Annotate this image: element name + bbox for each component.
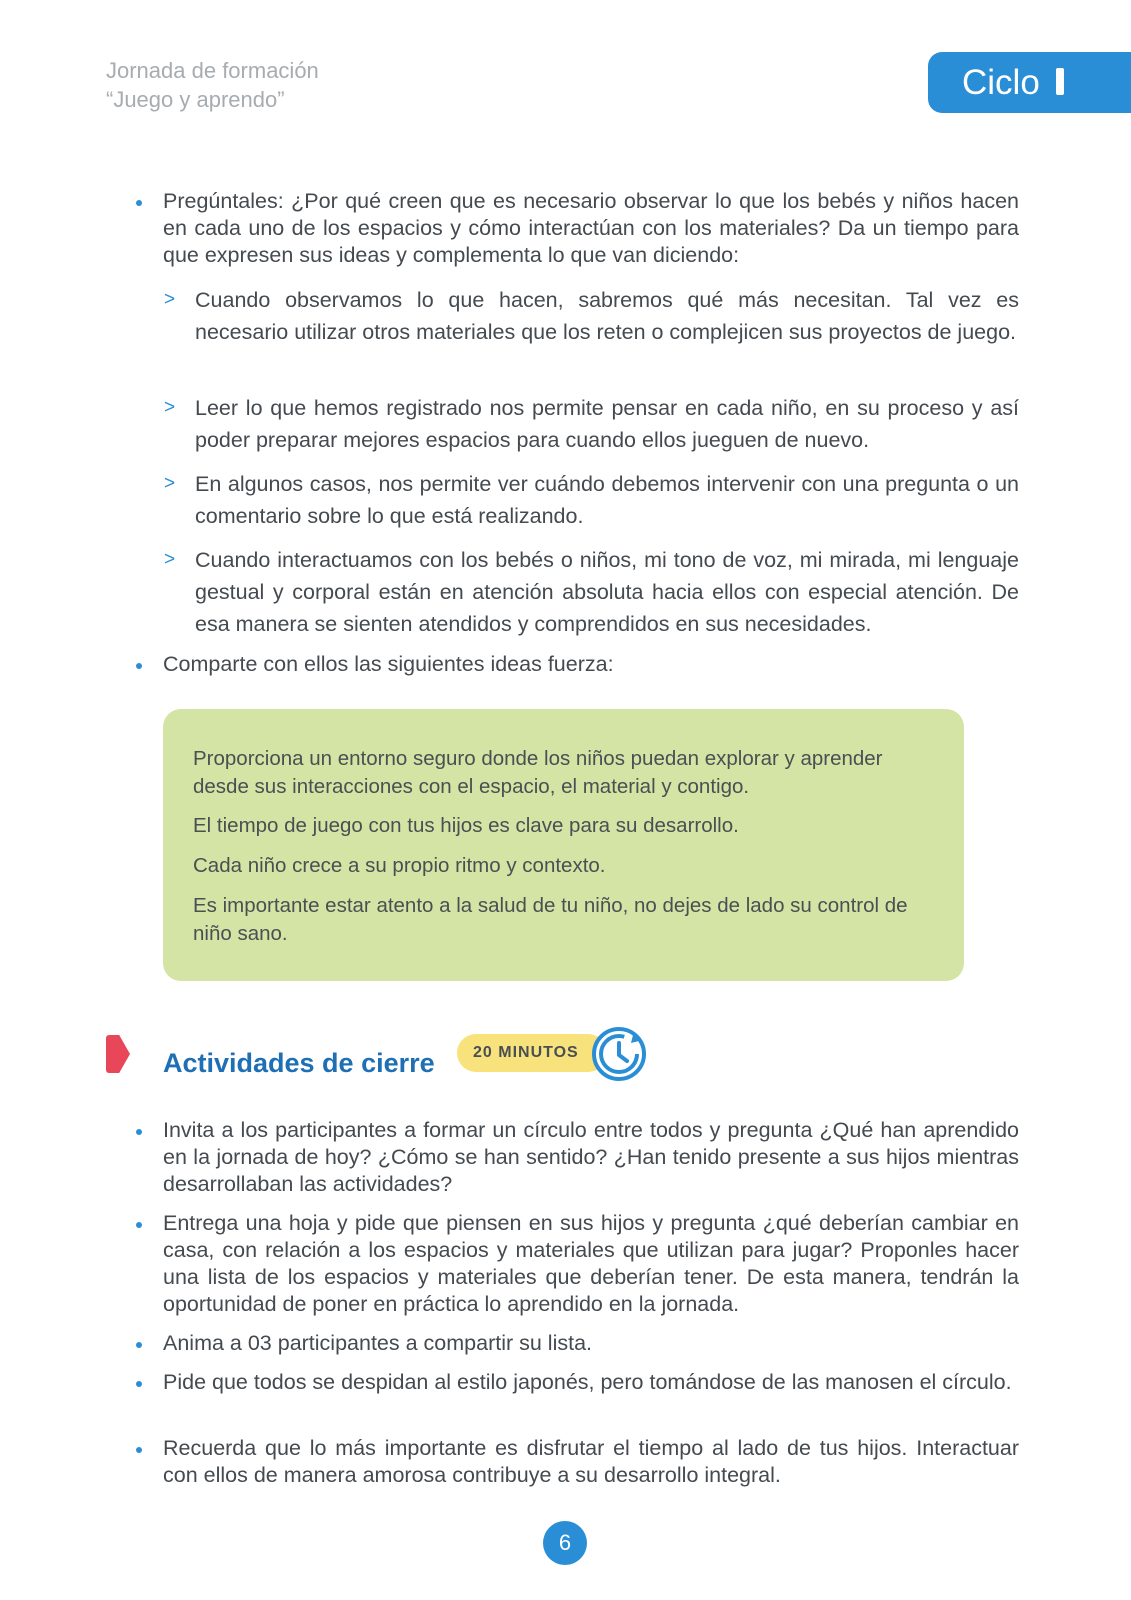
key-idea: Es importante estar atento a la salud de tu niño, no dejes de lado su control de niño sano. [193,894,908,945]
document-header [106,56,319,114]
bullet-comparte: Comparte con ellos las siguientes ideas fuerza: [163,651,1019,678]
page-number: 6 [543,1521,587,1565]
play-marker-icon [106,1035,130,1073]
closing-bullet: Entrega una hoja y pide que piensen en sus hijos y pregunta ¿qué deberían cambiar en casa, con relación a los espacios y materiales que utilizan para jugar? Proponles hacer una lista de los espacios y materiales que deberían tener. De esta manera, tendrán la oportunidad de poner en práctica lo aprendido en la jornada. [163,1211,1019,1316]
header-line-1: Jornada de formación [106,58,319,83]
sub-item: > En algunos casos, nos permite ver cuándo debemos intervenir con una pregunta o un comentario sobre lo que está realizando. [195,468,1019,532]
closing-bullet: Invita a los participantes a formar un círculo entre todos y pregunta ¿Qué han aprendido en la jornada de hoy? ¿Cómo se han sentido? ¿Han tenido presente a sus hijos mientras desarrollaban las actividades? [163,1118,1019,1196]
section-title: Actividades de cierre [163,1048,435,1078]
closing-bullet: Recuerda que lo más importante es disfrutar el tiempo al lado de tus hijos. Interactuar con ellos de manera amorosa contribuye a su desarrollo integral. [163,1436,1019,1487]
closing-bullet: Pide que todos se despidan al estilo japonés, pero tomándose de las manosen el círculo. [163,1369,1019,1396]
closing-bullet: Anima a 03 participantes a compartir su lista. [163,1330,1019,1357]
ciclo-tab [928,52,1131,113]
duration-badge: 20 MINUTOS [457,1034,607,1072]
header-line-2: “Juego y aprendo” [106,87,285,112]
sub-item: > Cuando interactuamos con los bebés o niños, mi tono de voz, mi mirada, mi lenguaje gestual y corporal están en atención absoluta hacia ellos con especial atención. De esa manera se sienten atendidos y comprendidos en sus necesidades. [195,544,1019,640]
ciclo-label: Ciclo [962,63,1040,102]
clock-icon [592,1027,646,1081]
key-ideas-box [163,709,964,981]
roman-one-bar-icon [1056,68,1064,95]
bullet-preguntales: Pregúntales: ¿Por qué creen que es necesario observar lo que los bebés y niños hacen en cada uno de los espacios y cómo interactúan con los materiales? Da un tiempo para que expresen sus ideas y complementa lo que van diciendo: [163,189,1019,267]
key-idea: Cada niño crece a su propio ritmo y contexto. [193,854,606,877]
key-idea: Proporciona un entorno seguro donde los niños puedan explorar y aprender desde sus interacciones con el espacio, el material y contigo. [193,747,883,798]
sub-item: > Cuando observamos lo que hacen, sabremos qué más necesitan. Tal vez es necesario utilizar otros materiales que los reten o complejicen sus proyectos de juego. [195,284,1019,348]
sub-item: > Leer lo que hemos registrado nos permite pensar en cada niño, en su proceso y así poder preparar mejores espacios para cuando ellos jueguen de nuevo. [195,392,1019,456]
key-idea: El tiempo de juego con tus hijos es clave para su desarrollo. [193,814,739,837]
